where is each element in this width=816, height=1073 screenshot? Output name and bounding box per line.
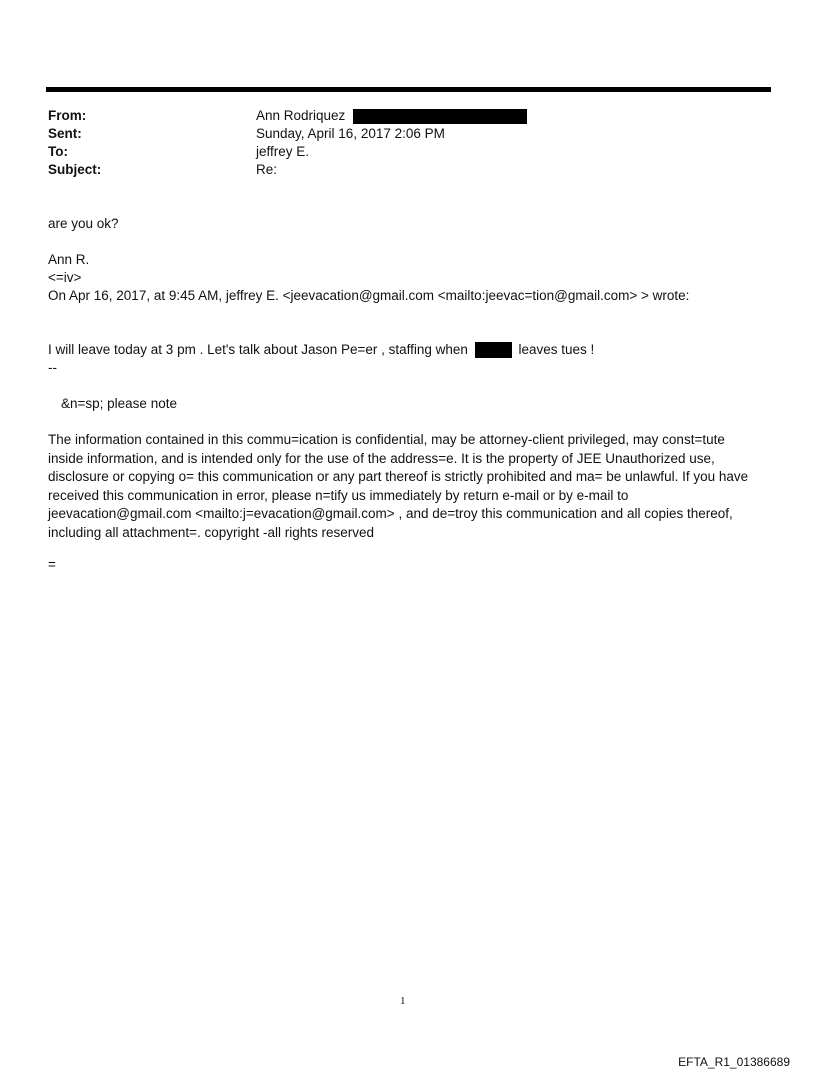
message-part-2: leaves tues ! — [518, 342, 595, 357]
separator: -- — [48, 360, 57, 375]
sent-label: Sent: — [48, 126, 82, 141]
trailing-equals: = — [48, 557, 56, 572]
quote-header: On Apr 16, 2017, at 9:45 AM, jeffrey E. <jeevacation@gmail.com <mailto:jeevac=tion@gmail.com> > wrote: — [48, 288, 690, 303]
redaction-box — [475, 342, 512, 358]
from-label: From: — [48, 108, 87, 123]
sent-value: Sunday, April 16, 2017 2:06 PM — [256, 126, 445, 141]
signature: Ann R. — [48, 252, 90, 267]
disclaimer: The information contained in this commu=ication is confidential, may be attorney-client privileged, may const=tute inside information, and is intended only for the use of the address=e. It is the property of JEE Unauthorized use, disclosure or copying o= this communication or any part thereof is strictly prohibited and ma= be unlawful. If you have received this communication in error, please n=tify us immediately by return e-mail or by e-mail to jeevacation@gmail.com <mailto:j=evacation@gmail.com> , and de=troy this communication and all copies thereof, including all attachment=. copyright -all rights reserved — [48, 432, 749, 540]
redaction-box — [353, 109, 527, 124]
please-note: &n=sp; please note — [61, 396, 177, 411]
header-divider — [46, 87, 771, 92]
to-value: jeffrey E. — [256, 144, 310, 159]
sender-name: Ann Rodriquez — [256, 108, 346, 123]
from-value — [256, 107, 527, 125]
quoted-message — [48, 341, 594, 359]
div-tag: <=iv> — [48, 270, 82, 285]
subject-value: Re: — [256, 162, 278, 177]
subject-label: Subject: — [48, 162, 102, 177]
greeting: are you ok? — [48, 216, 119, 231]
document-id: EFTA_R1_01386689 — [678, 1055, 790, 1069]
page-number: 1 — [400, 995, 406, 1007]
to-label: To: — [48, 144, 68, 159]
message-part-1: I will leave today at 3 pm . Let's talk about Jason Pe=er , staffing when — [48, 342, 468, 357]
